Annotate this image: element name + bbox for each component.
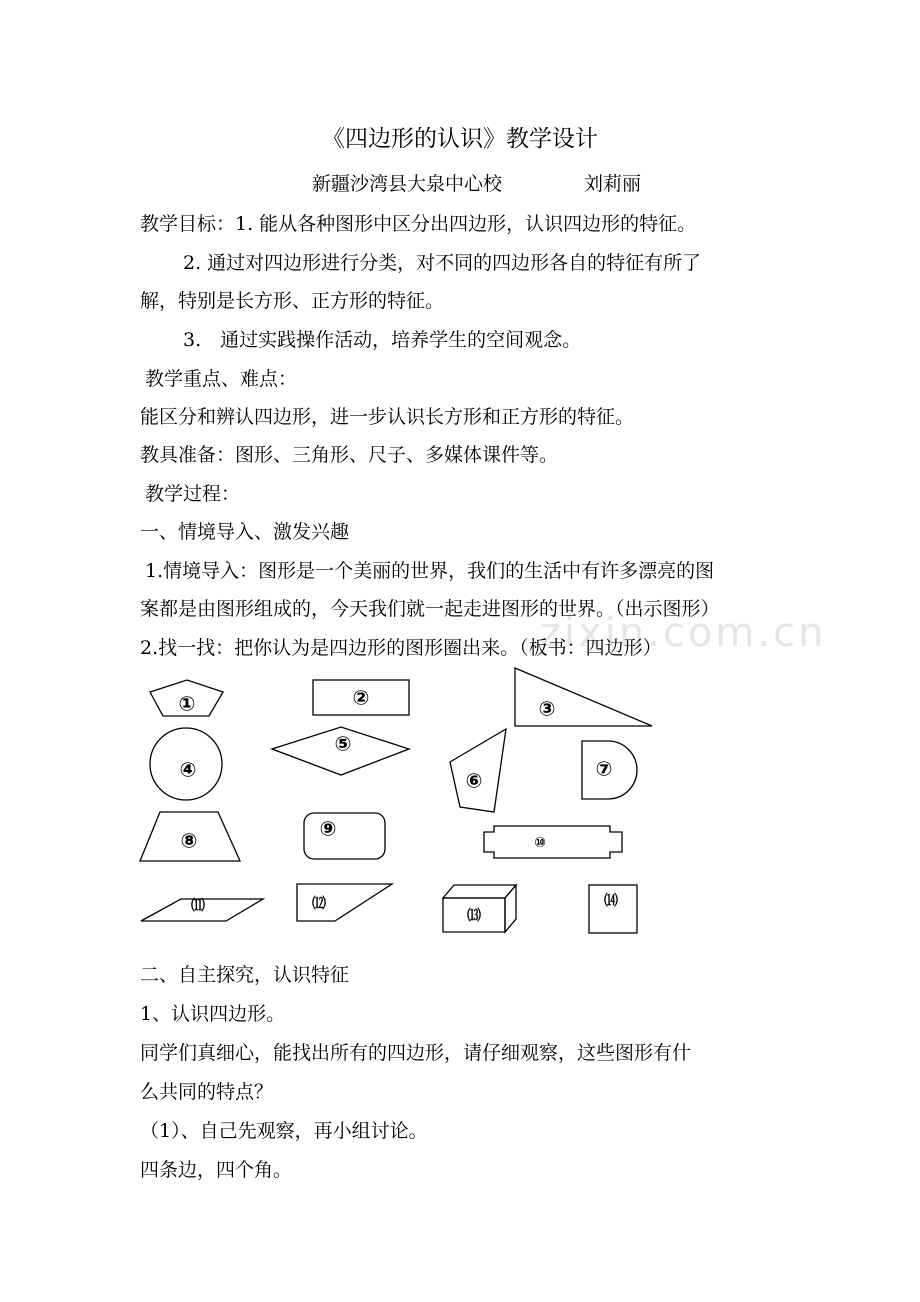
section1-paragraph1-line1: 1.情境导入：图形是一个美丽的世界，我们的生活中有许多漂亮的图 <box>145 560 715 582</box>
shape-9-rounded-rectangle <box>304 813 385 859</box>
section2-subheading-1: 1、认识四边形。 <box>140 1003 286 1025</box>
objectives-label: 教学目标： <box>140 213 236 235</box>
objective-1: 1. 能从各种图形中区分出四边形，认识四边形的特征。 <box>235 213 697 235</box>
shape-14-label: ⒁ <box>604 893 618 909</box>
shape-11-label: ⑾ <box>191 898 205 914</box>
section2-paragraph-line1: 同学们真细心，能找出所有的四边形，请仔细观察，这些图形有什 <box>140 1042 692 1064</box>
shape-12-label: ⑿ <box>312 896 326 912</box>
shape-1-label: ① <box>178 691 196 716</box>
shape-6-label: ⑥ <box>465 768 483 793</box>
shape-13-cuboid-top <box>443 885 516 898</box>
materials: 教具准备：图形、三角形、尺子、多媒体课件等。 <box>140 444 559 466</box>
key-points-text: 能区分和辨认四边形，进一步认识长方形和正方形的特征。 <box>140 406 635 428</box>
shape-10-label: ⑩ <box>534 835 546 851</box>
document-title: 《四边形的认识》教学设计 <box>322 126 598 152</box>
shape-8-label: ⑧ <box>180 828 198 853</box>
section2-step-1: （1）、自己先观察，再小组讨论。 <box>140 1120 428 1142</box>
process-label: 教学过程： <box>145 483 241 505</box>
shape-9-label: ⑨ <box>319 816 337 841</box>
key-points-label: 教学重点、难点： <box>145 368 298 390</box>
shape-4-label: ④ <box>179 757 197 782</box>
shape-3-label: ③ <box>538 696 556 721</box>
section1-paragraph1-line2: 案都是由图形组成的，今天我们就一起走进图形的世界。（出示图形） <box>140 598 720 620</box>
shape-2-label: ② <box>352 685 370 710</box>
school-name: 新疆沙湾县大泉中心校 <box>312 173 503 195</box>
section2-answer: 四条边，四个角。 <box>140 1159 293 1181</box>
objective-2-line1: 2. 通过对四边形进行分类，对不同的四边形各自的特征有所了 <box>183 252 702 274</box>
section1-paragraph2: 2.找一找：把你认为是四边形的图形圈出来。（板书：四边形） <box>140 637 662 659</box>
objective-3: 3. 通过实践操作活动，培养学生的空间观念。 <box>183 329 582 351</box>
section1-heading: 一、情境导入、激发兴趣 <box>140 521 350 543</box>
author-name: 刘莉丽 <box>584 173 642 195</box>
shape-10-notched-rectangle <box>484 826 622 858</box>
objective-2-line2: 解，特别是长方形、正方形的特征。 <box>140 290 445 312</box>
shape-3-triangle <box>515 668 652 726</box>
section2-paragraph-line2: 么共同的特点？ <box>140 1081 274 1103</box>
shape-5-label: ⑤ <box>334 731 352 756</box>
section2-heading: 二、自主探究，认识特征 <box>140 964 350 986</box>
shape-13-cuboid-side <box>505 885 516 932</box>
shape-7-label: ⑦ <box>595 756 613 781</box>
watermark: zixin.com.cn <box>540 610 827 656</box>
shape-13-label: ⒀ <box>467 908 481 924</box>
